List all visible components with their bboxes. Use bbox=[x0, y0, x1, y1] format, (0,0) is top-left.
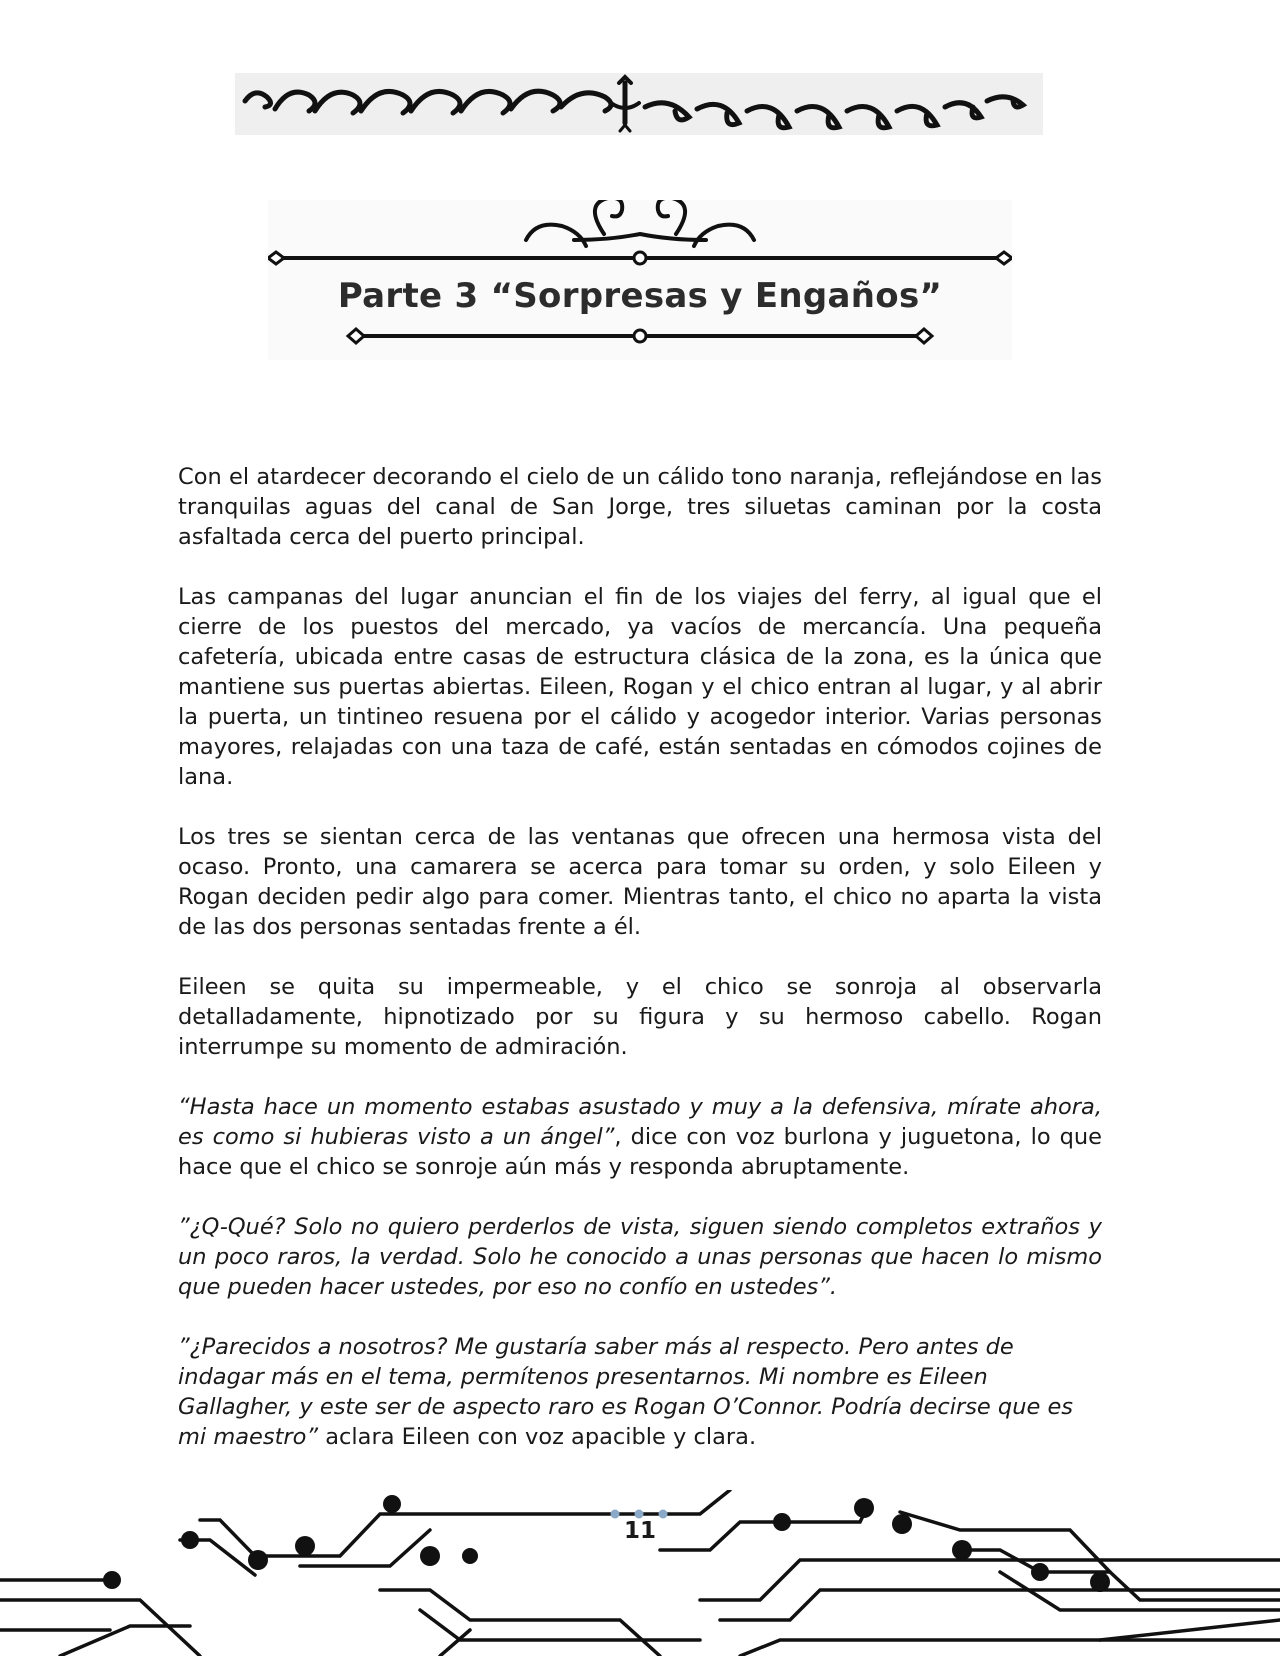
dialogue-quote: “Hasta hace un momento estabas asustado y muy a la defensiva, mírate ahora, es como si hubieras visto a un ángel” bbox=[178, 1094, 1102, 1150]
narration: , dice con voz burlona y juguetona, lo que hace que el chico se sonroje aún más y responda abruptamente. bbox=[178, 1124, 1102, 1180]
page-number: 11 bbox=[623, 1518, 656, 1544]
paragraph-2: Las campanas del lugar anuncian el fin de los viajes del ferry, al igual que el cierre de los puestos del mercado, ya vacíos de mercancía. Una pequeña cafetería, ubicada entre casas de estructura clásica de la zona, es la única que mantiene sus puertas abiertas. Eileen, Rogan y el chico entran al lugar, y al abrir la puerta, un tintineo resuena por el cálido y acogedor interior. Varias personas mayores, relajadas con una taza de café, están sentadas en cómodos cojines de lana. bbox=[178, 584, 1102, 790]
paragraph-7 bbox=[178, 1332, 1102, 1452]
paragraph-1: Con el atardecer decorando el cielo de un cálido tono naranja, reflejándose en las tranquilas aguas del canal de San Jorge, tres siluetas caminan por la costa asfaltada cerca del puerto principal. bbox=[178, 464, 1102, 550]
paragraph-6 bbox=[178, 1212, 1102, 1302]
dialogue-quote: ”¿Parecidos a nosotros? Me gustaría saber más al respecto. Pero antes de indagar más en el tema, permítenos presentarnos. Mi nombre es Eileen Gallagher, y este ser de aspecto raro es Rogan O’Connor. Podría decirse que es mi maestro” bbox=[178, 1334, 1074, 1450]
paragraph-5 bbox=[178, 1092, 1102, 1182]
paragraph-3: Los tres se sientan cerca de las ventanas que ofrecen una hermosa vista del ocaso. Pronto, una camarera se acerca para tomar su orden, y solo Eileen y Rogan deciden pedir algo para comer. Mientras tanto, el chico no aparta la vista de las dos personas sentadas frente a él. bbox=[178, 824, 1102, 940]
dialogue-quote: ”¿Q-Qué? Solo no quiero perderlos de vista, siguen siendo completos extraños y un poco raros, la verdad. Solo he conocido a unas personas que hacen lo mismo que pueden hacer ustedes, por eso no confío en ustedes”. bbox=[178, 1214, 1102, 1300]
narration: aclara Eileen con voz apacible y clara. bbox=[318, 1424, 757, 1450]
chapter-header bbox=[268, 200, 1012, 360]
paragraph-4: Eileen se quita su impermeable, y el chico se sonroja al observarla detalladamente, hipnotizado por su figura y su hermoso cabello. Rogan interrumpe su momento de admiración. bbox=[178, 974, 1102, 1060]
top-ornament-divider bbox=[235, 73, 1043, 135]
chapter-title: Parte 3 “Sorpresas y Engaños” bbox=[337, 276, 943, 316]
body-text bbox=[178, 462, 1102, 1482]
